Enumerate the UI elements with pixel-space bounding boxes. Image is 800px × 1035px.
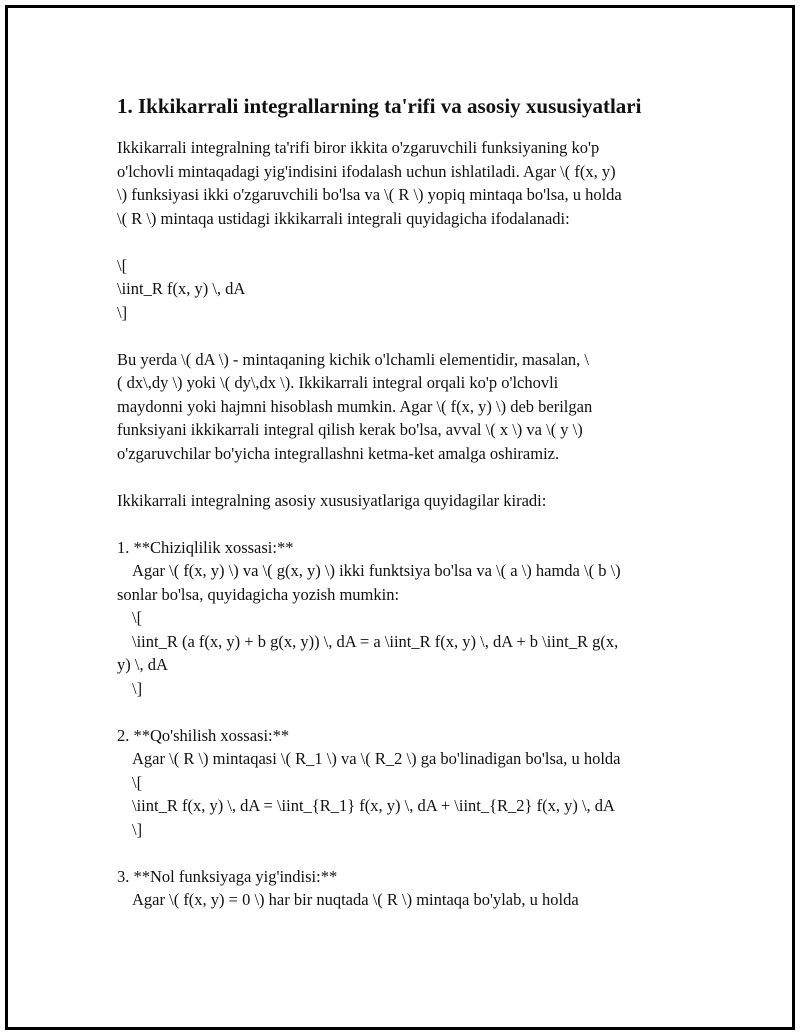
formula-body: \iint_R f(x, y) \, dA <box>117 279 246 298</box>
property-text: Agar \( f(x, y) = 0 \) har bir nuqtada \( R \) mintaqa bo'ylab, u holda <box>132 890 579 909</box>
main-formula-block <box>117 254 687 325</box>
explanation-paragraph <box>117 348 687 466</box>
document-body <box>117 92 687 912</box>
section-title: 1. Ikkikarrali integrallarning ta'rifi va asosiy xususiyatlari <box>117 94 642 118</box>
intro-line: \) funksiyasi ikki o'zgaruvchili bo'lsa va \( R \) yopiq mintaqa bo'lsa, u holda <box>117 185 622 204</box>
formula-open: \[ <box>117 255 128 275</box>
intro-line: Ikkikarrali integralning ta'rifi biror ikkita o'zgaruvchili funksiyaning ko'p <box>117 138 600 157</box>
intro-line: \( R \) mintaqa ustidagi ikkikarrali integrali quyidagicha ifodalanadi: <box>117 208 570 228</box>
property-additivity <box>117 724 687 842</box>
spacer <box>117 700 687 724</box>
intro-paragraph <box>117 136 687 230</box>
spacer <box>117 512 687 536</box>
explanation-line: funksiyani ikkikarrali integral qilish kerak bo'lsa, avval \( x \) va \( y \) <box>117 420 583 439</box>
formula-close: \] <box>132 678 143 698</box>
property-heading: 3. **Nol funksiyaga yig'indisi:** <box>117 866 338 886</box>
property-text: Agar \( f(x, y) \) va \( g(x, y) \) ikki funktsiya bo'lsa va \( a \) hamda \( b \) <box>132 561 621 580</box>
intro-line: o'lchovli mintaqadagi yig'indisini ifodalash uchun ishlatiladi. Agar \( f(x, y) <box>117 161 616 181</box>
formula-open: \[ <box>132 608 143 627</box>
formula-body: \iint_R (a f(x, y) + b g(x, y)) \, dA = a \iint_R f(x, y) \, dA + b \iint_R g(x, <box>132 631 619 651</box>
explanation-line: o'zgaruvchilar bo'yicha integrallashni ketma-ket amalga oshiramiz. <box>117 443 560 463</box>
formula-body: y) \, dA <box>117 655 168 674</box>
spacer <box>117 841 687 865</box>
explanation-line: maydonni yoki hajmni hisoblash mumkin. Agar \( f(x, y) \) deb berilgan <box>117 396 593 416</box>
property-text: sonlar bo'lsa, quyidagicha yozish mumkin: <box>117 584 400 604</box>
formula-open: \[ <box>132 772 143 792</box>
explanation-line: Bu yerda \( dA \) - mintaqaning kichik o'lchamli elementidir, masalan, \ <box>117 349 589 369</box>
spacer <box>117 465 687 489</box>
properties-intro: Ikkikarrali integralning asosiy xususiyatlariga quyidagilar kiradi: <box>117 490 547 510</box>
spacer <box>117 324 687 348</box>
explanation-line: ( dx\,dy \) yoki \( dy\,dx \). Ikkikarrali integral orqali ko'p o'lchovli <box>117 373 559 392</box>
property-heading: 1. **Chiziqlilik xossasi:** <box>117 537 294 557</box>
property-zero-function <box>117 865 687 912</box>
spacer <box>117 230 687 254</box>
formula-close: \] <box>132 819 143 839</box>
property-linearity <box>117 536 687 701</box>
formula-close: \] <box>117 302 128 322</box>
property-heading: 2. **Qo'shilish xossasi:** <box>117 725 290 745</box>
formula-body: \iint_R f(x, y) \, dA = \iint_{R_1} f(x, y) \, dA + \iint_{R_2} f(x, y) \, dA <box>132 796 615 815</box>
property-text: Agar \( R \) mintaqasi \( R_1 \) va \( R_2 \) ga bo'linadigan bo'lsa, u holda <box>132 749 621 768</box>
